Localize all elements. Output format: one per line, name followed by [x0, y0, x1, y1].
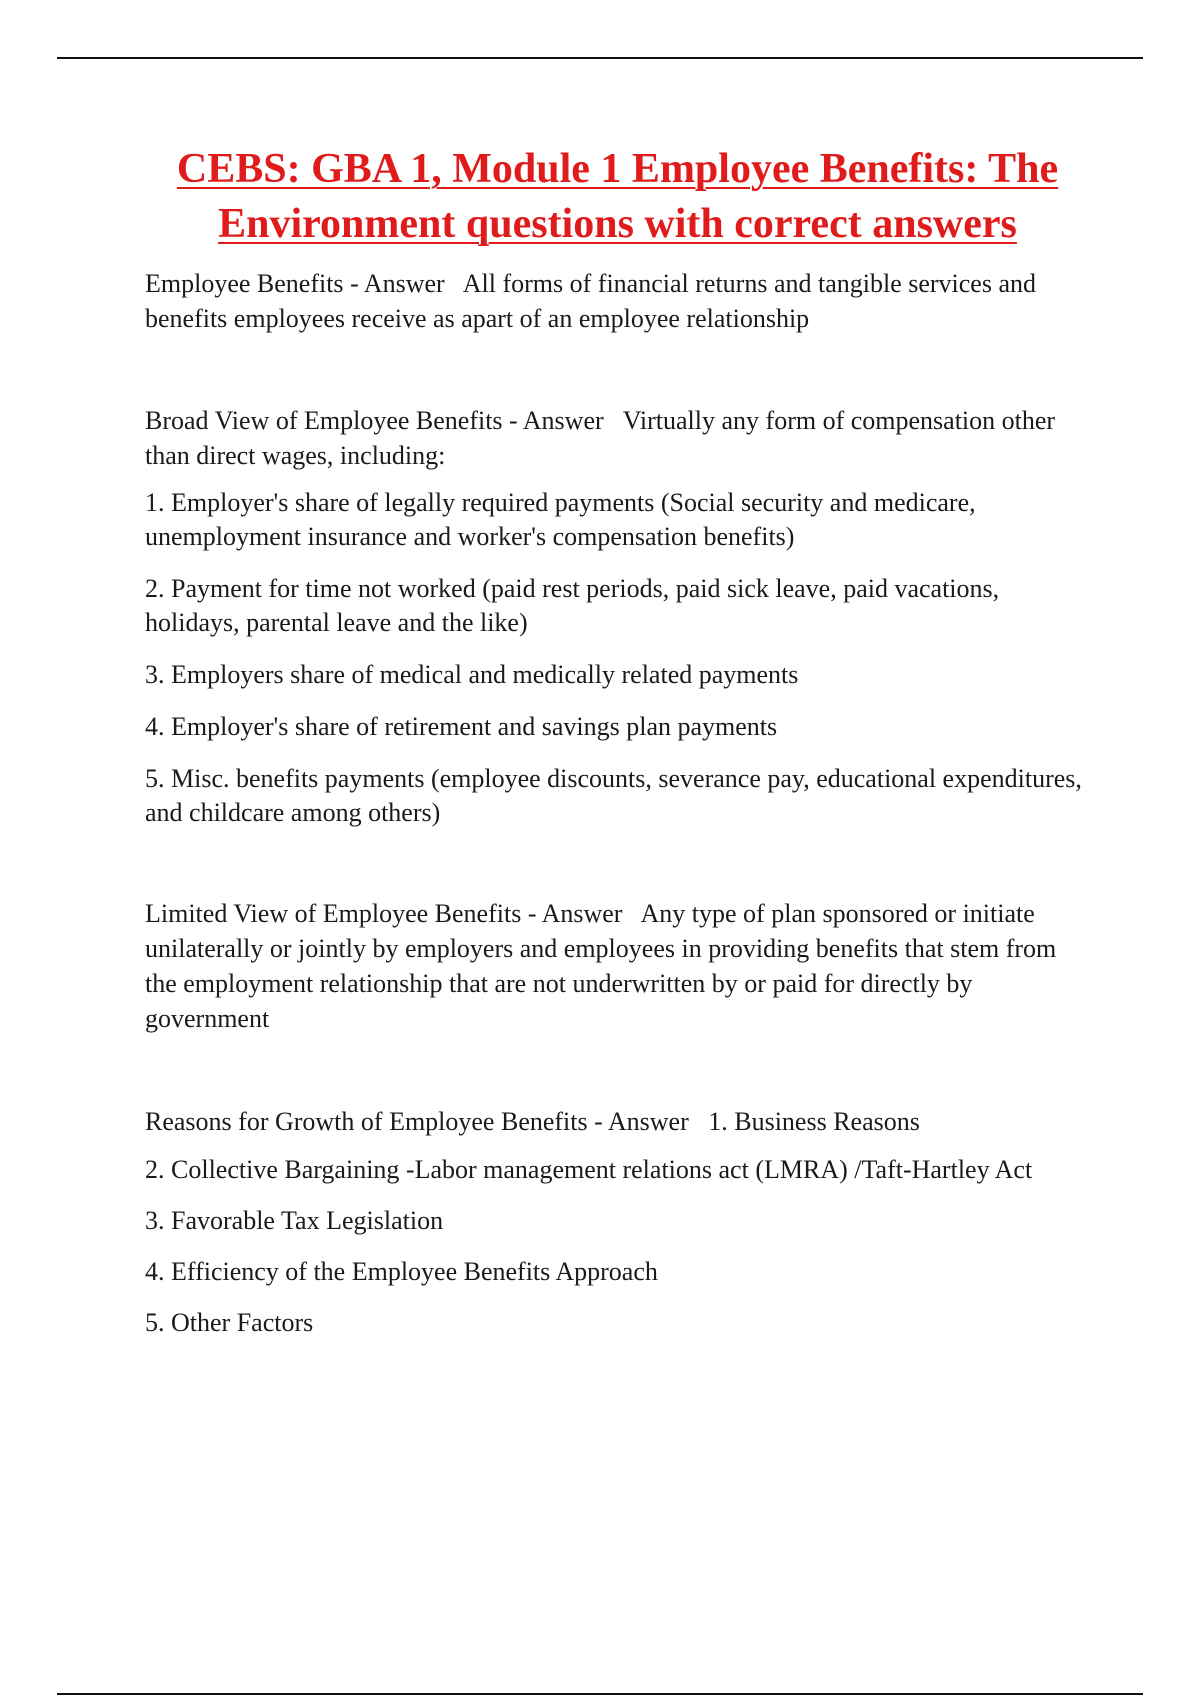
- document-title: [145, 142, 1090, 252]
- list-item: 1. Employer's share of legally required payments (Social security and medicare, unemployment insurance and worker's compensation benefits): [145, 488, 976, 551]
- list-item: 5. Other Factors: [145, 1308, 314, 1337]
- answer-list: [145, 1153, 1090, 1340]
- answer-text: 1. Business Reasons: [708, 1107, 920, 1136]
- question-list: [145, 266, 1090, 1340]
- list-item: 2. Payment for time not worked (paid rest periods, paid sick leave, paid vacations, holidays, parental leave and the like): [145, 574, 1000, 637]
- document-page: [145, 142, 1090, 1340]
- question-term: Broad View of Employee Benefits -: [145, 406, 523, 435]
- title-line-2: Environment questions with correct answers: [218, 201, 1017, 247]
- question-block: [145, 403, 1090, 473]
- question-term: Employee Benefits -: [145, 269, 364, 298]
- answer-list: [145, 486, 1090, 830]
- answer-text: All forms of financial returns and tangible services and benefits employees receive as apart of an employee relationship: [145, 269, 1037, 333]
- question-term: Reasons for Growth of Employee Benefits -: [145, 1107, 608, 1136]
- title-line-1: CEBS: GBA 1, Module 1 Employee Benefits: The: [176, 146, 1059, 192]
- answer-label: Answer: [363, 269, 445, 298]
- question-term: Limited View of Employee Benefits -: [145, 899, 542, 928]
- list-item: 4. Efficiency of the Employee Benefits Approach: [145, 1257, 658, 1286]
- answer-label: Answer: [541, 899, 623, 928]
- question-block: [145, 1104, 1090, 1139]
- answer-text: Any type of plan sponsored or initiate unilaterally or jointly by employers and employees in providing benefits that stem from the employment relationship that are not underwritten by or paid for directly by government: [145, 899, 1057, 1033]
- top-rule: [57, 57, 1143, 59]
- list-item: 4. Employer's share of retirement and savings plan payments: [145, 712, 778, 741]
- answer-label: Answer: [607, 1107, 689, 1136]
- list-item: 3. Employers share of medical and medically related payments: [145, 660, 799, 689]
- list-item: 2. Collective Bargaining -Labor management relations act (LMRA) /Taft-Hartley Act: [145, 1155, 1033, 1184]
- list-item: 3. Favorable Tax Legislation: [145, 1206, 444, 1235]
- question-block: [145, 896, 1090, 1036]
- answer-text: Virtually any form of compensation other than direct wages, including:: [145, 406, 1056, 470]
- question-block: [145, 266, 1090, 336]
- list-item: 5. Misc. benefits payments (employee discounts, severance pay, educational expenditures, and childcare among others): [145, 764, 1082, 827]
- bottom-rule: [57, 1693, 1143, 1695]
- answer-label: Answer: [522, 406, 604, 435]
